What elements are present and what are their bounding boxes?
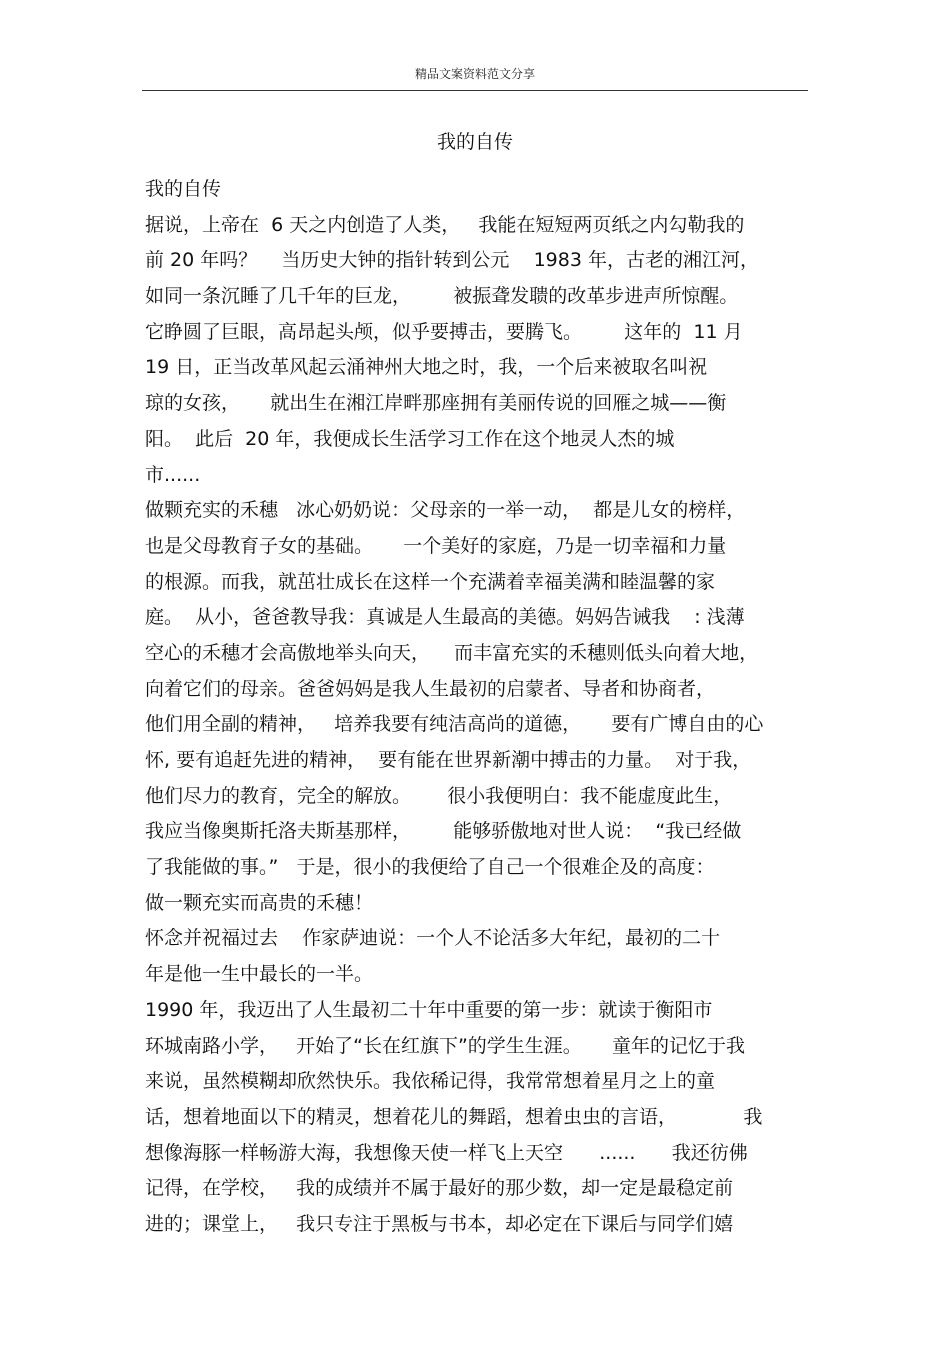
text-line: 据说，上帝在 6 天之内创造了人类， 我能在短短两页纸之内勾勒我的 [145, 213, 745, 236]
header-divider [142, 90, 808, 91]
text-line: 记得，在学校， 我的成绩并不属于最好的那少数，却一定是最稳定前 [145, 1177, 734, 1200]
text-line: 怀, 要有追赶先进的精神， 要有能在世界新潮中搏击的力量。 对于我， [145, 749, 752, 771]
text-line: 庭。 从小，爸爸教导我：真诚是人生最高的美德。妈妈告诫我 : 浅薄 [145, 606, 745, 629]
text-line: 空心的禾穗才会高傲地举头向天， 而丰富充实的禾穗则低头向着大地， [145, 641, 759, 664]
text-line: 也是父母教育子女的基础。 一个美好的家庭，乃是一切幸福和力量 [145, 534, 727, 557]
text-line: 市...... [145, 463, 201, 486]
text-line: 的根源。而我，就茁壮成长在这样一个充满着幸福美满和睦温馨的家 [145, 570, 716, 593]
document-body [145, 172, 815, 1243]
text-line: 前 20 年吗？ 当历史大钟的指针转到公元 1983 年，古老的湘江河， [145, 249, 759, 272]
text-line: 年是他一生中最长的一半。 [145, 963, 374, 986]
text-line: 来说，虽然模糊却欣然快乐。我依稀记得，我常常想着星月之上的童 [145, 1070, 716, 1093]
text-line: 阳。 此后 20 年，我便成长生活学习工作在这个地灵人杰的城 [145, 427, 675, 450]
text-line: 我的自传 [145, 178, 222, 200]
text-line: 琼的女孩， 就出生在湘江岸畔那座拥有美丽传说的回雁之城——衡 [145, 392, 727, 415]
running-header: 精品文案资料范文分享 [414, 67, 535, 81]
text-line: 做颗充实的禾穗 冰心奶奶说：父母亲的一举一动， 都是儿女的榜样， [145, 499, 746, 522]
text-line: 他们尽力的教育，完全的解放。 很小我便明白：我不能虚度此生， [145, 784, 733, 807]
text-line: 1990 年，我迈出了人生最初二十年中重要的第一步：就读于衡阳市 [145, 998, 713, 1021]
text-line: 进的；课堂上， 我只专注于黑板与书本，却必定在下课后与同学们嬉 [145, 1212, 734, 1235]
document-title: 我的自传 [436, 131, 513, 153]
text-line: 想像海豚一样畅游大海，我想像天使一样飞上天空 ...... 我还彷佛 [145, 1141, 748, 1164]
text-line: 19 日，正当改革风起云涌神州大地之时，我，一个后来被取名叫祝 [145, 356, 708, 379]
text-line: 向着它们的母亲。爸爸妈妈是我人生最初的启蒙者、导者和协商者， [145, 677, 716, 700]
text-line: 怀念并祝福过去 作家萨迪说：一个人不论活多大年纪，最初的二十 [145, 927, 721, 950]
text-line: 话，想着地面以下的精灵，想着花儿的舞蹈，想着虫虫的言语， 我 [145, 1105, 763, 1128]
text-line: 环城南路小学， 开始了“长在红旗下”的学生生涯。 童年的记忆于我 [145, 1034, 746, 1057]
text-line: 我应当像奥斯托洛夫斯基那样， 能够骄傲地对世人说： “我已经做 [145, 820, 742, 843]
text-line: 它睁圆了巨眼，高昂起头颅，似乎要搏击，要腾飞。 这年的 11 月 [145, 320, 743, 343]
text-line: 做一颗充实而高贵的禾穗！ [145, 891, 374, 914]
text-line: 如同一条沉睡了几千年的巨龙， 被振聋发聩的改革步进声所惊醒。 [145, 285, 739, 308]
text-line: 了我能做的事。” 于是，很小的我便给了自己一个很难企及的高度： [145, 856, 715, 879]
text-line: 他们用全副的精神， 培养我要有纯洁高尚的道德， 要有广博自由的心 [145, 713, 764, 736]
